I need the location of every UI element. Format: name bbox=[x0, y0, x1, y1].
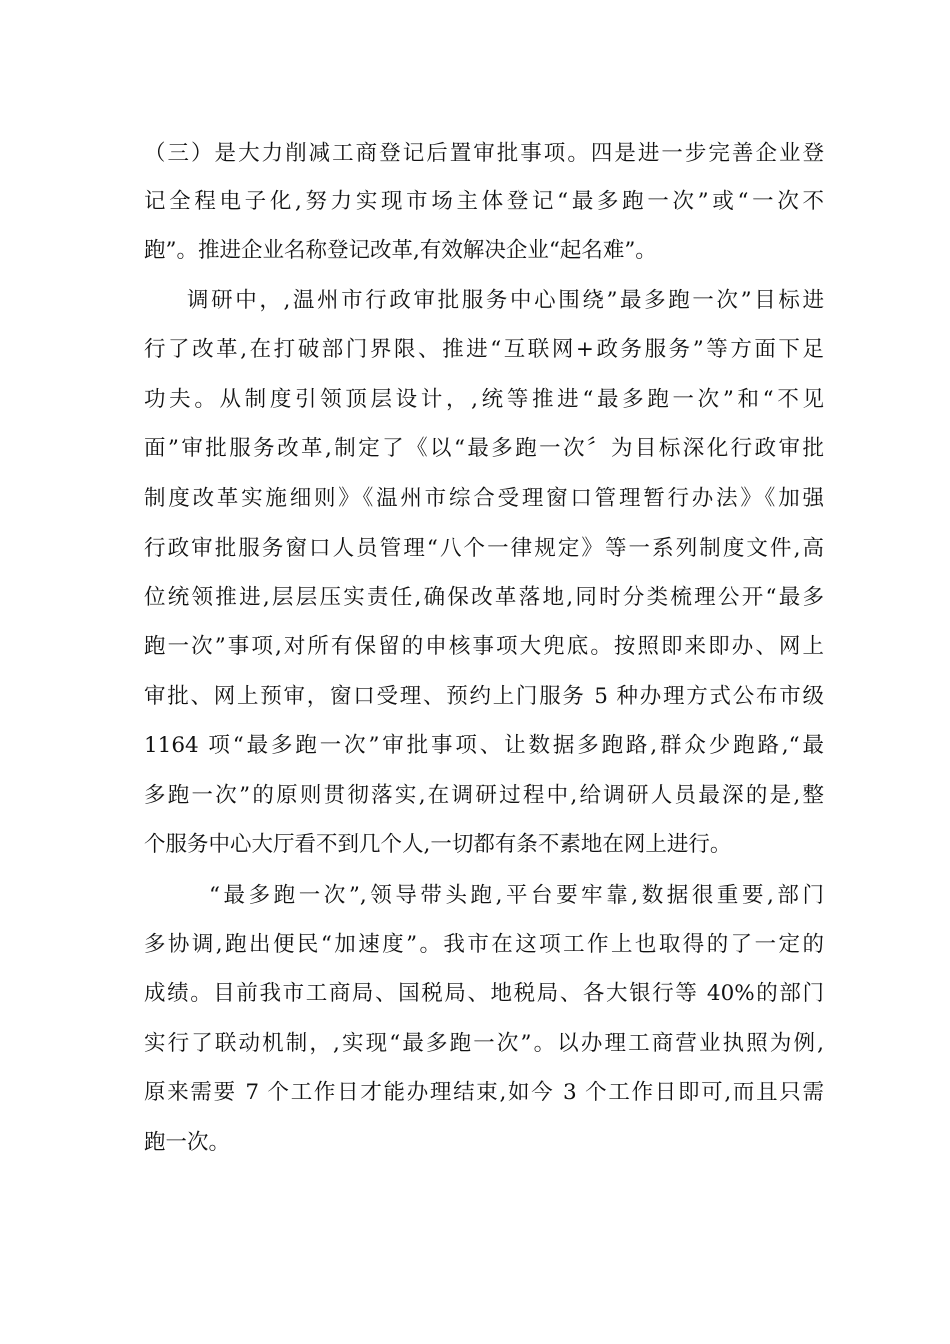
text-line: “最多跑一次”,领导带头跑,平台要牢靠,数据很重要,部门 bbox=[209, 883, 824, 908]
text-line: 记全程电子化,努力实现市场主体登记“最多跑一次”或“一次不 bbox=[144, 189, 824, 214]
text-line: 多协调,跑出便民“加速度”。我市在这项工作上也取得的了一定的 bbox=[144, 932, 824, 957]
text-line: 位统领推进,层层压实责任,确保改革落地,同时分类梳理公开“最多 bbox=[144, 585, 824, 610]
text-line: 跑”。推进企业名称登记改革,有效解决企业“起名难”。 bbox=[144, 238, 657, 263]
text-line: 原来需要 7 个工作日才能办理结束,如今 3 个工作日即可,而且只需 bbox=[144, 1080, 824, 1105]
text-line: 功夫。从制度引领顶层设计，,统等推进“最多跑一次”和“不见 bbox=[144, 387, 824, 412]
text-line: 成绩。目前我市工商局、国税局、地税局、各大银行等 40%的部门 bbox=[144, 981, 824, 1006]
text-line: 实行了联动机制，,实现“最多跑一次”。以办理工商营业执照为例, bbox=[144, 1031, 824, 1056]
text-line: 多跑一次”的原则贯彻落实,在调研过程中,给调研人员最深的是,整 bbox=[144, 783, 824, 808]
text-line: 制度改革实施细则》《温州市综合受理窗口管理暂行办法》《加强 bbox=[144, 486, 824, 511]
text-line: 面”审批服务改革,制定了《以“最多跑一次〞为目标深化行政审批 bbox=[144, 436, 824, 461]
text-line: （三）是大力削减工商登记后置审批事项。四是进一步完善企业登 bbox=[144, 141, 824, 166]
text-line: 调研中，,温州市行政审批服务中心围绕”最多跑一次”目标进 bbox=[187, 288, 824, 313]
text-line: 行了改革,在打破部门界限、推进“互联网+政务服务”等方面下足 bbox=[144, 337, 824, 362]
text-line: 行政审批服务窗口人员管理“八个一律规定》等一系列制度文件,高 bbox=[144, 536, 824, 561]
text-line: 跑一次”事项,对所有保留的申核事项大兜底。按照即来即办、网上 bbox=[144, 634, 824, 659]
text-line: 1164 项“最多跑一次”审批事项、让数据多跑路,群众少跑路,“最 bbox=[144, 733, 824, 758]
text-line: 个服务中心大厅看不到几个人,一切都有条不素地在网上进行。 bbox=[144, 832, 732, 857]
text-line: 跑一次。 bbox=[144, 1130, 231, 1155]
text-line: 审批、网上预审，窗口受理、预约上门服务 5 种办理方式公布市级 bbox=[144, 684, 824, 709]
